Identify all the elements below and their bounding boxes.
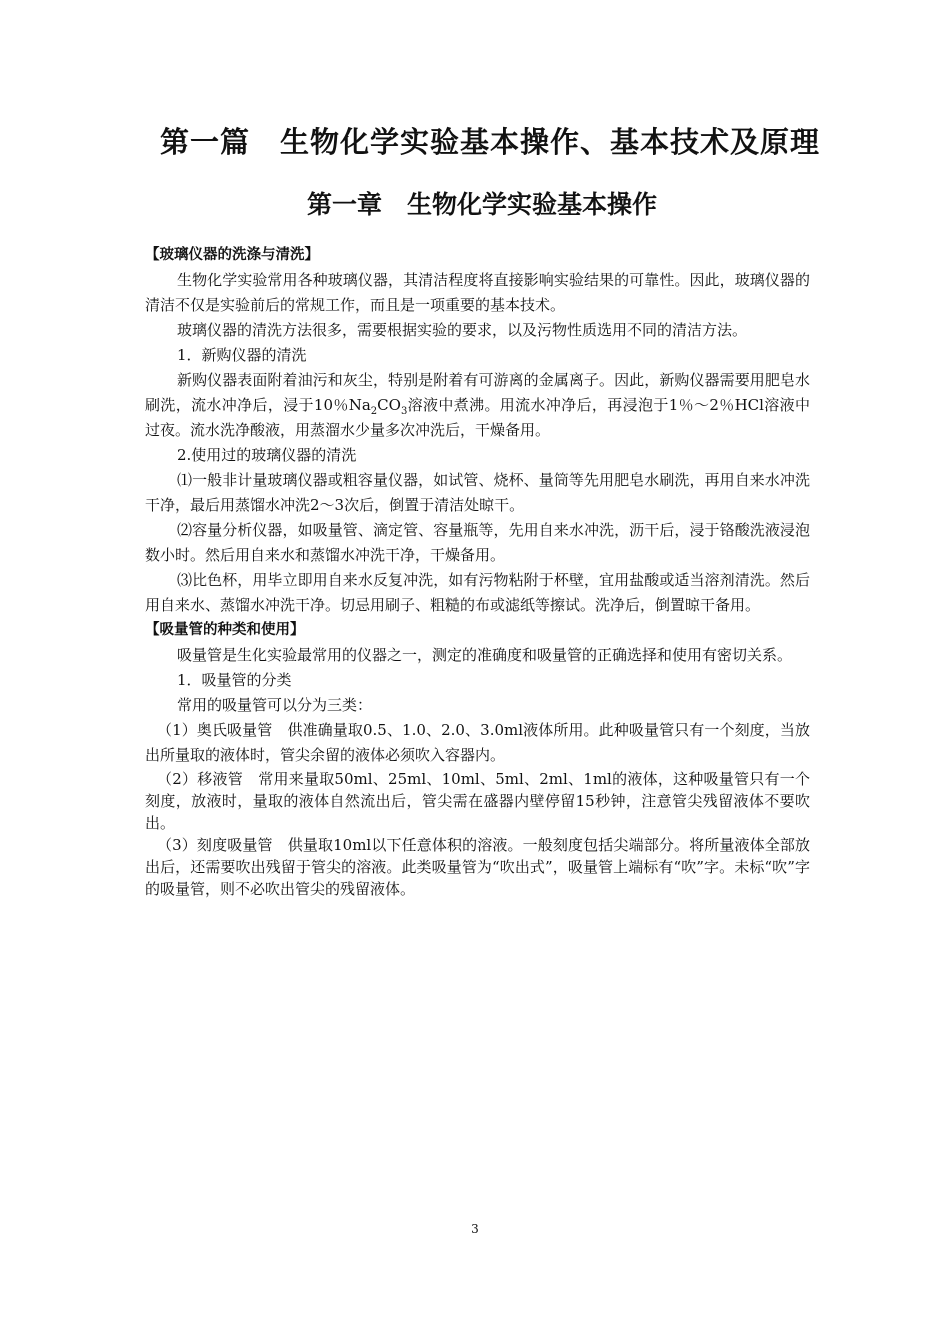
section-heading-pipette: 【吸量管的种类和使用】 bbox=[145, 622, 305, 638]
section-heading-glassware: 【玻璃仪器的洗涤与清洗】 bbox=[145, 247, 319, 263]
chapter-title: 第一章 生物化学实验基本操作 bbox=[306, 190, 657, 219]
text-fragment: 溶液中煮沸。用流水冲净后，再浸泡于1％～2％HCl溶液中过夜。流水洗净酸液，用蒸溜水少量多次冲洗后，干燥备用。 bbox=[145, 396, 810, 439]
page-number: 3 bbox=[471, 1222, 479, 1236]
paragraph: 玻璃仪器的清洗方法很多，需要根据实验的要求，以及污物性质选用不同的清洁方法。 bbox=[177, 321, 748, 339]
content-body bbox=[145, 243, 810, 900]
paragraph: 常用的吸量管可以分为三类： bbox=[177, 696, 373, 714]
subscript: 2 bbox=[370, 406, 378, 417]
paragraph: 吸量管是生化实验最常用的仪器之一，测定的准确度和吸量管的正确选择和使用有密切关系。 bbox=[177, 646, 793, 664]
paragraph-new-instruments bbox=[145, 368, 810, 443]
list-item: （1）奥氏吸量管 供准确量取0.5、1.0、2.0、3.0ml液体所用。此种吸量管只有一个刻度，当放出所量取的液体时，管尖余留的液体必须吹入容器内。 bbox=[145, 721, 810, 764]
list-item: ⑵容量分析仪器，如吸量管、滴定管、容量瓶等，先用自来水冲洗，沥干后，浸于铬酸洗液浸泡数小时。然后用自来水和蒸馏水冲洗干净，干燥备用。 bbox=[145, 521, 810, 564]
subscript: 3 bbox=[400, 406, 408, 417]
text-fragment: CO bbox=[377, 396, 401, 414]
subsection-title: 1．新购仪器的清洗 bbox=[177, 346, 307, 364]
paragraph: 生物化学实验常用各种玻璃仪器，其清洁程度将直接影响实验结果的可靠性。因此，玻璃仪器的清洁不仅是实验前后的常规工作，而且是一项重要的基本技术。 bbox=[145, 271, 810, 314]
list-item: （3）刻度吸量管 供量取10ml以下任意体积的溶液。一般刻度包括尖端部分。将所量液体全部放出后，还需要吹出残留于管尖的溶液。此类吸量管为“吹出式”，吸量管上端标有“吹”字。未标“吹”字的吸量管，则不必吹出管尖的残留液体。 bbox=[145, 836, 810, 898]
list-item: ⑶比色杯，用毕立即用自来水反复冲洗，如有污物粘附于杯壁，宜用盐酸或适当溶剂清洗。然后用自来水、蒸馏水冲洗干净。切忌用刷子、粗糙的布或滤纸等擦试。洗净后，倒置晾干备用。 bbox=[145, 571, 810, 614]
list-item: （2）移液管 常用来量取50ml、25ml、10ml、5ml、2ml、1ml的液体，这种吸量管只有一个刻度，放液时，量取的液体自然流出后，管尖需在盛器内壁停留15秒钟，注意管尖残留液体不要吹出。 bbox=[145, 770, 810, 832]
subsection-title: 2.使用过的玻璃仪器的清洗 bbox=[177, 446, 357, 464]
subsection-title: 1．吸量管的分类 bbox=[177, 671, 292, 689]
part-title: 第一篇 生物化学实验基本操作、基本技术及原理 bbox=[159, 125, 820, 159]
text-fragment: 新购仪器表面附着油污和灰尘，特别是附着有可游离的金属离子。因此，新购仪器需要用肥皂水刷洗，流水冲净后，浸于10％Na bbox=[145, 371, 810, 414]
list-item: ⑴一般非计量玻璃仪器或粗容量仪器，如试管、烧杯、量筒等先用肥皂水刷洗，再用自来水冲洗干净，最后用蒸馏水冲洗2～3次后，倒置于清洁处晾干。 bbox=[145, 471, 810, 514]
